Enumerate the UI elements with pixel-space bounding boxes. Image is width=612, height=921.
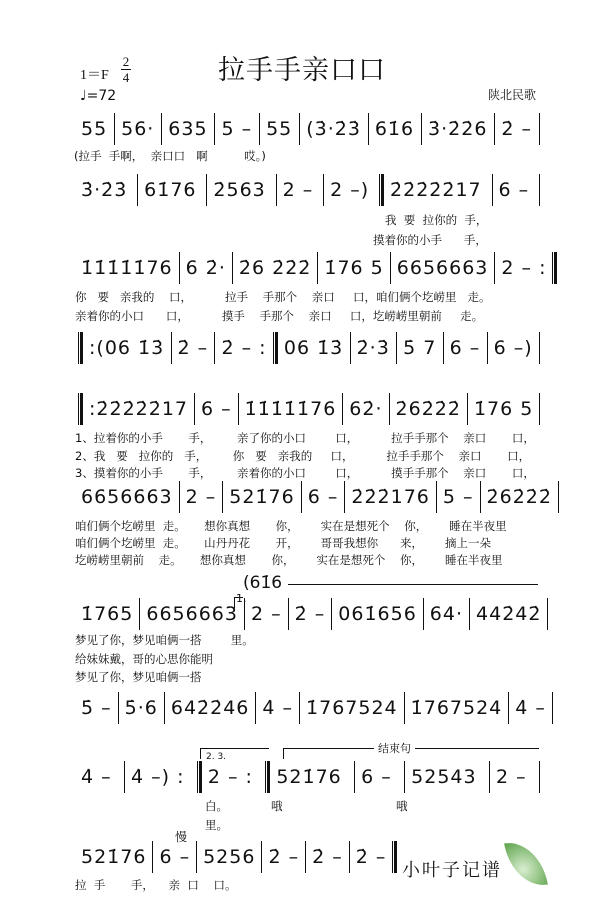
lyric-line: 3、摸着你的小手 手， 亲着你的小口 口， 摸手手那个 亲口 口， [75, 466, 535, 480]
measure: 4̇ – [81, 766, 112, 788]
staff-line [75, 760, 540, 794]
staff-line [75, 840, 387, 874]
tempo-slow-label: 慢 [175, 830, 188, 844]
measure: 5̇·6 [124, 697, 158, 719]
leaf-logo-icon [504, 837, 548, 891]
measure: 1̇1̇1̇1̇1̇76 [81, 257, 173, 279]
measure: 61̇6 [374, 118, 415, 140]
lyric-line: 咱们俩个圪崂里 走。 想你真想 你， 实在是想死个 你， 睡在半夜里 [75, 519, 507, 533]
staff-line [78, 331, 540, 365]
lyric-line: (拉手 手啊， 亲口口 啊 哎。) [74, 149, 266, 163]
measure: 2 – [250, 603, 282, 625]
measure: 5 – [221, 118, 253, 140]
measure: 2̇ – [355, 846, 387, 868]
composer-label: 陕北民歌 [488, 88, 537, 102]
lyric-line: 亲着你的小口 口， 摸手 手那个 亲口 口，圪崂崂里朝前 走。 [75, 309, 484, 323]
lyric-line: 拉 手 手， 亲 口 口。 [75, 878, 237, 892]
measure: 521̇76 [276, 766, 342, 788]
barline [539, 332, 540, 364]
lyric-line: 白。 [205, 799, 228, 813]
measure: 2 – [185, 486, 217, 508]
key-signature: 1＝F [80, 68, 109, 83]
lyric-line: 梦见了你，梦见咱俩一搭 里。 [75, 633, 254, 647]
double-barline [392, 841, 397, 873]
measure: 2̇2̇2̇176 [351, 486, 430, 508]
volta-23-label: 2. 3. [206, 752, 227, 762]
measure: 1̇76 5 [473, 398, 534, 420]
measure: 1̇767524 [410, 697, 503, 719]
measure: 1̇1̇1̇1̇1̇76 [244, 398, 337, 420]
measure: 6 – [159, 846, 191, 868]
measure: 6 – [449, 337, 481, 359]
measure: 3̇·2̇3̇ [81, 179, 128, 201]
measure: 521̇76 [81, 846, 147, 868]
measure: 55 [81, 118, 108, 140]
signature-text: 小叶子记谱 [402, 860, 502, 881]
measure: 3̇·2̇2̇6 [428, 118, 488, 140]
measure: 2 – : [501, 257, 547, 279]
song-title: 拉手手亲口口 [218, 55, 386, 86]
measure: 2̇ – [501, 118, 533, 140]
double-barline [552, 252, 557, 284]
measure: 2̇ – [312, 846, 343, 868]
measure: :2̇2̇2̇2̇2̇17 [89, 398, 189, 420]
measure: 2̇ – [177, 337, 209, 359]
staff-line [75, 597, 540, 631]
measure: (3̇·2̇3̇ [306, 118, 361, 140]
staff-line [75, 480, 552, 514]
measure: 1̇76 5 [324, 257, 384, 279]
measure: 5 – [442, 486, 474, 508]
volta-1-label: 1. [236, 592, 247, 605]
time-bottom: 4 [122, 70, 130, 85]
measure: 1̇767524 [306, 697, 398, 719]
measure: 55 [266, 118, 293, 140]
measure: 2 – [282, 179, 314, 201]
measure: :(06 1̇3̇ [89, 337, 165, 359]
measure: 4̇ – [262, 697, 294, 719]
measure: 6656663 [146, 603, 238, 625]
lyric-line: 给妹妹戴，哥的心思你能明 [75, 652, 213, 666]
lyric-line: 你 要 亲我的 口， 拉手 手那个 亲口 口，咱们俩个圪崂里 走。 [75, 290, 491, 304]
lyric-line: 摸着你的小手 手， [373, 233, 487, 247]
measure: 52543 [411, 766, 477, 788]
measure: 2 – : [207, 766, 253, 788]
coda-label: 结束句 [374, 740, 415, 756]
measure: 5̇ 7 [403, 337, 437, 359]
time-signature [121, 54, 131, 85]
lyric-line: 里。 [205, 818, 228, 832]
barline [539, 113, 540, 145]
tempo-marking: ♩=72 [80, 88, 117, 104]
staff-line [75, 691, 546, 725]
measure: 1̇765 [81, 603, 134, 625]
measure: 4̇ –) : [131, 766, 185, 788]
measure: 6 – [361, 766, 392, 788]
lyric-line: 我 要 拉你的 手， [385, 213, 488, 227]
measure: 2̇ – [268, 846, 300, 868]
measure: 2̇ – : [221, 337, 267, 359]
measure: 4̇ – [515, 697, 546, 719]
measure: 2̇62̇2̇2̇ [395, 398, 461, 420]
lyric-line: 哦 [271, 799, 283, 813]
time-top: 2 [122, 54, 130, 69]
measure: 5̇ – [81, 697, 112, 719]
lyric-line: 圪崂崂里朝前 走。 想你真想 你， 实在是想死个 你， 睡在半夜里 [75, 553, 503, 567]
lyric-line: 哦 [396, 799, 408, 813]
intro-notes: (61̇6 [243, 573, 283, 593]
lyric-line: 咱们俩个圪崂里 走。 山丹丹花 开， 哥哥我想你 来， 摘上一朵 [75, 536, 491, 550]
measure: 061̇656 [338, 603, 417, 625]
measure: 56· [121, 118, 155, 140]
staff-line [75, 173, 540, 207]
measure: 2̇62̇2̇2̇ [486, 486, 552, 508]
barline [539, 393, 540, 425]
barline [552, 692, 553, 724]
measure: 635 [168, 118, 208, 140]
measure: 61̇76 [144, 179, 197, 201]
measure: 62̇· [349, 398, 383, 420]
measure: 5256 [203, 846, 256, 868]
staff-line [75, 251, 547, 285]
measure: 2 – [496, 766, 527, 788]
lyric-line: 1、拉着你的小手 手， 亲了你的小口 口， 拉手手那个 亲口 口， [75, 431, 535, 445]
staff-line [75, 112, 540, 146]
lyric-line: 2、我 要 拉你的 手， 你 要 亲我的 口， 拉手手那个 亲口 口， [75, 449, 531, 463]
barline [547, 598, 548, 630]
measure: 2̇2̇2̇2̇2̇17 [390, 179, 482, 201]
measure: 442̇42̇ [476, 603, 542, 625]
barline [558, 481, 559, 513]
measure: 6 – [201, 398, 232, 420]
measure: 521̇76 [229, 486, 295, 508]
measure: 6656663 [396, 257, 489, 279]
measure: 2̇·3̇ [356, 337, 390, 359]
measure: 64· [429, 603, 464, 625]
measure: 6 –) [493, 337, 533, 359]
measure: 6656663 [81, 486, 173, 508]
lyric-line: 梦见了你，梦见咱俩一搭 [75, 670, 202, 684]
measure: 2̇ – [294, 603, 326, 625]
measure: 6 – [307, 486, 339, 508]
measure: 642̇2̇46 [170, 697, 250, 719]
measure: 6 – [498, 179, 530, 201]
measure: 2̇563 [213, 179, 266, 201]
measure: 6 2̇· [185, 257, 226, 279]
barline [539, 761, 540, 793]
measure: 06 1̇3̇ [283, 337, 344, 359]
extension-line [288, 584, 538, 585]
barline [539, 174, 540, 206]
measure: 2 –) [330, 179, 370, 201]
measure: 2̇6 2̇2̇2̇ [238, 257, 312, 279]
staff-line [78, 392, 540, 426]
